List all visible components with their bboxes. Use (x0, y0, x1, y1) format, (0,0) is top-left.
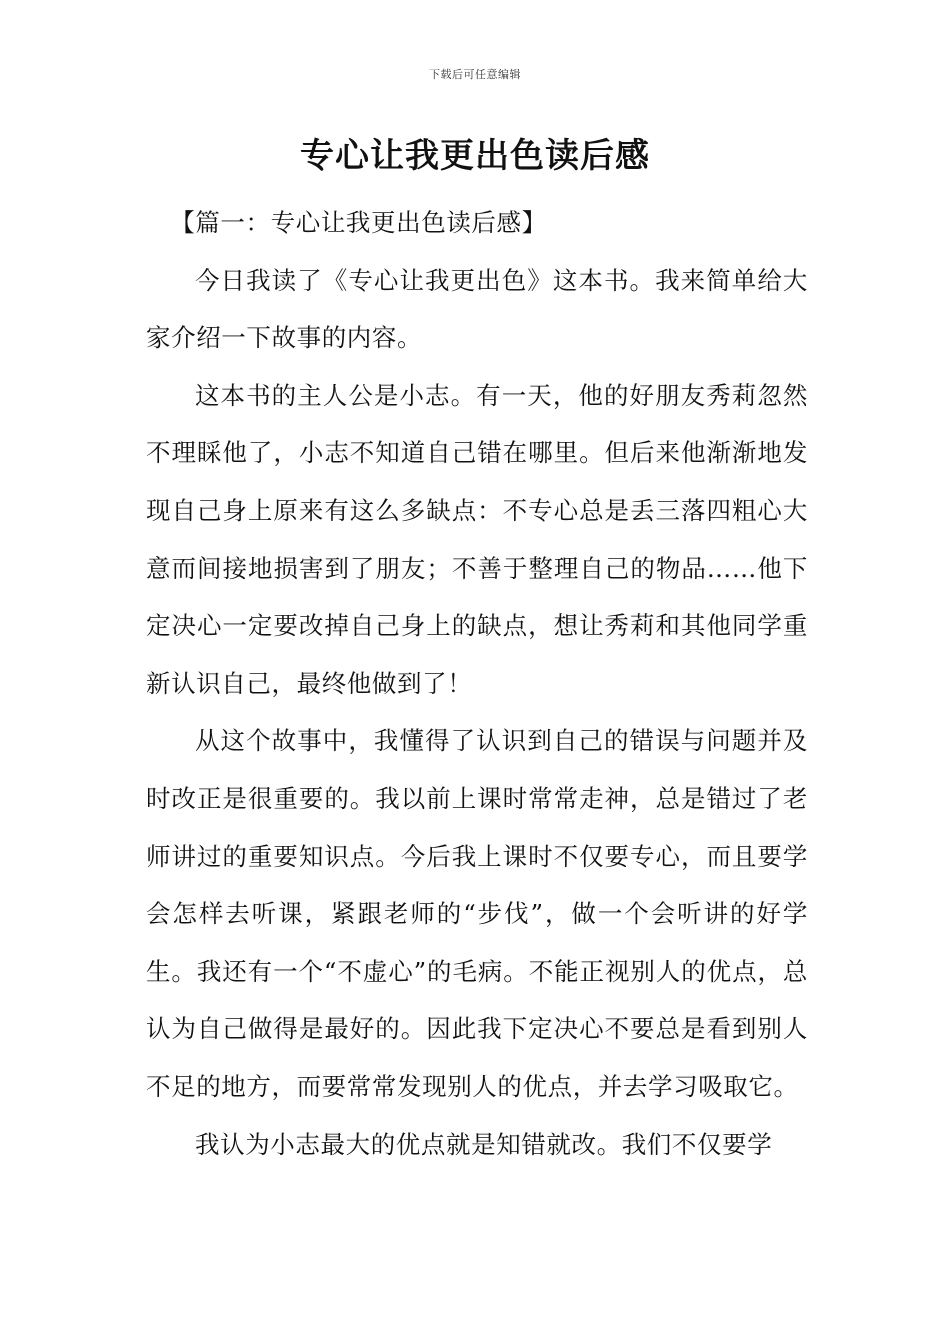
document-body (146, 194, 808, 1173)
header-note: 下载后可任意编辑 (429, 68, 521, 81)
paragraph-2: 这本书的主人公是小志。有一天，他的好朋友秀莉忽然不理睬他了，小志不知道自己错在哪里。但后来他渐渐地发现自己身上原来有这么多缺点：不专心总是丢三落四粗心大意而间接地损害到了朋友；不善于整理自己的物品……他下定决心一定要改掉自己身上的缺点，想让秀莉和其他同学重新认识自己，最终他做到了！ (146, 380, 808, 698)
paragraph-4: 我认为小志最大的优点就是知错就改。我们不仅要学 (195, 1129, 773, 1159)
document-title: 专心让我更出色读后感 (300, 136, 650, 176)
section-heading: 【篇一：专心让我更出色读后感】 (170, 208, 547, 237)
paragraph-3: 从这个故事中，我懂得了认识到自己的错误与问题并及时改正是很重要的。我以前上课时常常走神，总是错过了老师讲过的重要知识点。今后我上课时不仅要专心，而且要学会怎样去听课，紧跟老师的“步伐”，做一个会听讲的好学生。我还有一个“不虚心”的毛病。不能正视别人的优点，总认为自己做得是最好的。因此我下定决心不要总是看到别人不足的地方，而要常常发现别人的优点，并去学习吸取它。 (146, 726, 808, 1101)
paragraph-1: 今日我读了《专心让我更出色》这本书。我来简单给大家介绍一下故事的内容。 (146, 265, 808, 353)
